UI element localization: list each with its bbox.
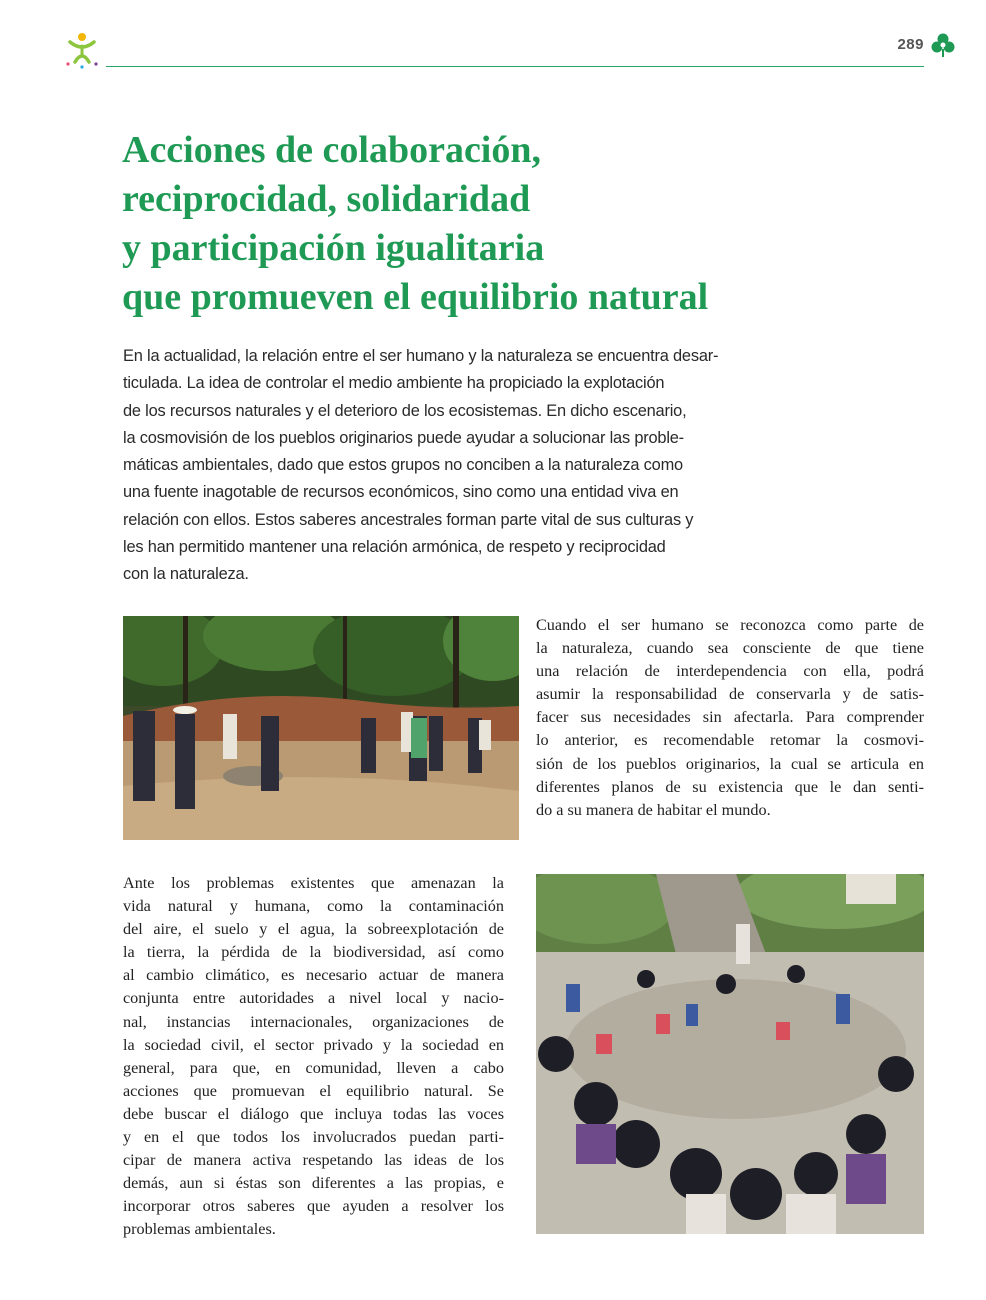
paragraph-line: asumir la responsabilidad de conservarla y de satis- — [536, 685, 924, 704]
paragraph-line: vida natural y humana, como la contaminación — [123, 897, 504, 916]
paragraph-line: la tierra, la pérdida de la biodiversidad, así como — [123, 943, 504, 962]
paragraph-line: ticulada. La idea de controlar el medio ambiente ha propiciado la explotación — [123, 374, 665, 393]
header-divider — [106, 66, 924, 67]
paragraph-line: En la actualidad, la relación entre el ser humano y la naturaleza se encuentra desar- — [123, 347, 719, 365]
paragraph-line: la cosmovisión de los pueblos originarios puede ayudar a solucionar las proble- — [123, 428, 684, 447]
clover-icon — [930, 32, 956, 58]
paragraph-line: demás, aun si éstas son diferentes a las propias, e — [123, 1174, 504, 1193]
paragraph-line: lo anterior, es recomendable retomar la cosmovi- — [536, 731, 924, 750]
paragraph-line: diferentes planos de su existencia que le dan senti- — [536, 777, 924, 796]
photo-children-in-circle — [536, 874, 924, 1234]
paragraph-line: acciones que promuevan el equilibrio natural. Se — [123, 1081, 504, 1100]
paragraph-line: do a su manera de habitar el mundo. — [536, 800, 771, 819]
title-line: reciprocidad, solidaridad — [122, 178, 531, 220]
paragraph-line: la naturaleza, cuando sea consciente de que tiene — [536, 639, 924, 658]
intro-paragraph — [123, 343, 767, 589]
paragraph-line: Ante los problemas existentes que amenazan la — [123, 874, 504, 892]
paragraph-line: general, para que, en comunidad, lleven a cabo — [123, 1058, 504, 1077]
paragraph-line: del aire, el suelo y el agua, la sobreexplotación de — [123, 920, 504, 939]
title-line: Acciones de colaboración, — [122, 129, 542, 171]
paragraph-line: y en el que todos los involucrados puedan parti- — [123, 1128, 504, 1147]
paragraph-line: una fuente inagotable de recursos económicos, sino como una entidad viva en — [123, 483, 679, 502]
paragraph-line: nal, instancias internacionales, organizaciones de — [123, 1012, 504, 1031]
paragraph-line: la sociedad civil, el sector privado y la sociedad en — [123, 1035, 504, 1054]
paragraph-line: cipar de manera activa respetando las ideas de los — [123, 1151, 504, 1170]
paragraph-line: máticas ambientales, dado que estos grupos no conciben a la naturaleza como — [123, 456, 683, 475]
title-line: que promueven el equilibrio natural — [122, 276, 709, 318]
paragraph-line: incorporar otros saberes que ayuden a resolver los — [123, 1197, 504, 1216]
paragraph-line: facer sus necesidades sin afectarla. Para comprender — [536, 708, 924, 727]
right-column-paragraph — [536, 614, 924, 822]
paragraph-line: con la naturaleza. — [123, 565, 249, 584]
photo-people-in-forest-clearing — [123, 616, 519, 840]
paragraph-line: una relación de interdependencia con ella, podrá — [536, 662, 924, 681]
title-line: y participación igualitaria — [122, 227, 545, 269]
paragraph-line: debe buscar el diálogo que incluya todas las voces — [123, 1104, 504, 1123]
paragraph-line: les han permitido mantener una relación armónica, de respeto y reciprocidad — [123, 538, 666, 557]
page-number: 289 — [897, 36, 924, 53]
person-figure-logo-icon — [62, 30, 102, 70]
paragraph-line: de los recursos naturales y el deterioro de los ecosistemas. En dicho escenario, — [123, 401, 687, 420]
paragraph-line: al cambio climático, es necesario actuar de manera — [123, 966, 504, 985]
left-column-paragraph — [123, 872, 504, 1242]
paragraph-line: relación con ellos. Estos saberes ancestrales forman parte vital de sus culturas y — [123, 510, 694, 529]
paragraph-line: conjunta entre autoridades a nivel local y nacio- — [123, 989, 504, 1008]
paragraph-line: problemas ambientales. — [123, 1220, 276, 1239]
page-title — [122, 126, 842, 322]
paragraph-line: Cuando el ser humano se reconozca como parte de — [536, 616, 924, 634]
paragraph-line: sión de los pueblos originarios, la cual se articula en — [536, 754, 924, 773]
